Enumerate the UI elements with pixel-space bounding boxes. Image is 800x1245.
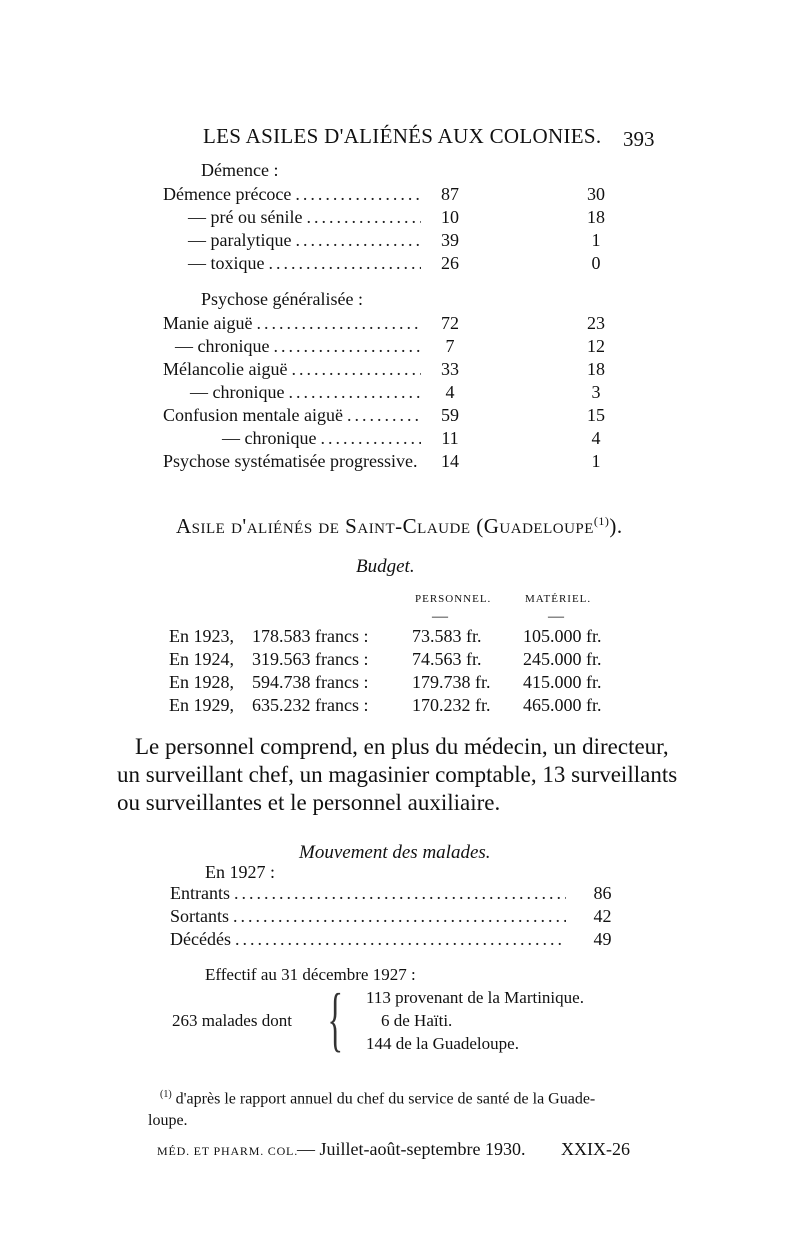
budget-col-materiel: MATÉRIEL. bbox=[525, 593, 592, 605]
stat-row-value-b: 15 bbox=[587, 405, 605, 425]
demence-heading: Démence : bbox=[201, 160, 279, 180]
origin-line: 144 de la Guadeloupe. bbox=[366, 1034, 519, 1053]
budget-total: 594.738 francs : bbox=[252, 672, 369, 692]
mouvement-row-value: 42 bbox=[593, 906, 612, 926]
stat-row-value-a: 11 bbox=[441, 428, 459, 448]
stat-row-text: — chronique bbox=[175, 336, 270, 356]
mouvement-row-text: Entrants bbox=[170, 883, 230, 903]
budget-dash-personnel: — bbox=[432, 608, 448, 625]
stat-row-value-a: 4 bbox=[445, 382, 455, 402]
stat-row-value-a: 10 bbox=[441, 207, 459, 227]
asile-title-end: ). bbox=[609, 514, 623, 538]
stat-row-text: — chronique bbox=[222, 428, 317, 448]
mouvement-row-label bbox=[170, 929, 570, 950]
stat-row-value-a: 26 bbox=[441, 253, 459, 273]
footer-issue: — Juillet-août-septembre 1930. bbox=[297, 1139, 526, 1159]
stat-row-value-a: 33 bbox=[441, 359, 459, 379]
mouvement-row-text: Décédés bbox=[170, 929, 231, 949]
footer-journal: MÉD. ET PHARM. COL. bbox=[157, 1144, 298, 1158]
budget-year: En 1928, bbox=[169, 672, 234, 692]
stat-row-value-b: 4 bbox=[591, 428, 601, 448]
budget-year: En 1923, bbox=[169, 626, 234, 646]
paragraph-line: Le personnel comprend, en plus du médecin, un directeur, bbox=[135, 734, 669, 759]
stat-row-label bbox=[163, 184, 425, 205]
mouvement-row-label bbox=[170, 883, 570, 904]
mouvement-row-label bbox=[170, 906, 570, 927]
stat-row-text: — toxique bbox=[188, 253, 265, 273]
stat-row-label bbox=[175, 336, 425, 357]
mouvement-row-value: 86 bbox=[593, 883, 612, 903]
stat-row-value-a: 72 bbox=[441, 313, 459, 333]
origin-line: 6 de Haïti. bbox=[381, 1011, 453, 1030]
stat-row-value-b: 30 bbox=[587, 184, 605, 204]
leader-dots bbox=[273, 336, 421, 357]
budget-materiel: 245.000 fr. bbox=[523, 649, 602, 669]
stat-row-label bbox=[190, 382, 425, 403]
mouvement-row-value: 49 bbox=[593, 929, 612, 949]
stat-row-value-a: 87 bbox=[441, 184, 459, 204]
budget-heading: Budget. bbox=[356, 556, 415, 577]
origin-line: 113 provenant de la Martinique. bbox=[366, 988, 584, 1007]
stat-row-text: Démence précoce bbox=[163, 184, 292, 204]
budget-total: 319.563 francs : bbox=[252, 649, 369, 669]
stat-row-value-a: 7 bbox=[445, 336, 455, 356]
mouvement-row-text: Sortants bbox=[170, 906, 230, 926]
effectif-label: Effectif au 31 décembre 1927 : bbox=[205, 965, 416, 984]
budget-personnel: 179.738 fr. bbox=[412, 672, 491, 692]
leader-dots bbox=[295, 230, 421, 251]
paragraph-line: un surveillant chef, un magasinier comptable, 13 surveillants bbox=[117, 762, 678, 787]
stat-row-value-b: 3 bbox=[591, 382, 601, 402]
leader-dots bbox=[347, 405, 421, 426]
asile-title-text: Asile d'aliénés de Saint-Claude (Guadeloupe bbox=[176, 514, 594, 538]
stat-row-label bbox=[188, 207, 425, 228]
budget-materiel: 105.000 fr. bbox=[523, 626, 602, 646]
stat-row-value-b: 18 bbox=[587, 359, 605, 379]
footnote-mark: (1) bbox=[160, 1089, 172, 1100]
stat-row-value-a: 59 bbox=[441, 405, 459, 425]
budget-materiel: 415.000 fr. bbox=[523, 672, 602, 692]
budget-personnel: 170.232 fr. bbox=[412, 695, 491, 715]
leader-dots bbox=[233, 906, 566, 927]
footnote-line2: loupe. bbox=[148, 1112, 188, 1129]
stat-row-label bbox=[222, 428, 425, 449]
mouvement-heading: Mouvement des malades. bbox=[299, 842, 491, 863]
stat-row-text: — chronique bbox=[190, 382, 285, 402]
stat-row-text: Mélancolie aiguë bbox=[163, 359, 288, 379]
stat-row-label bbox=[163, 405, 425, 426]
budget-total: 635.232 francs : bbox=[252, 695, 369, 715]
stat-row-text: — paralytique bbox=[188, 230, 292, 250]
asile-title-note-mark: (1) bbox=[593, 514, 610, 528]
brace-icon: { bbox=[327, 979, 344, 1059]
stat-row-text: Confusion mentale aiguë bbox=[163, 405, 343, 425]
stat-row-value-b: 12 bbox=[587, 336, 605, 356]
leader-dots bbox=[256, 313, 421, 334]
leader-dots bbox=[269, 253, 422, 274]
budget-personnel: 73.583 fr. bbox=[412, 626, 482, 646]
budget-personnel: 74.563 fr. bbox=[412, 649, 482, 669]
mouvement-year: En 1927 : bbox=[205, 862, 275, 882]
malades-dont: 263 malades dont bbox=[172, 1011, 292, 1030]
page-number: 393 bbox=[623, 127, 655, 151]
psychose-generalisee-heading: Psychose généralisée : bbox=[201, 289, 363, 309]
psychose-systematisee-a: 14 bbox=[441, 451, 459, 471]
budget-col-personnel: PERSONNEL. bbox=[415, 593, 492, 605]
leader-dots bbox=[306, 207, 421, 228]
stat-row-text: — pré ou sénile bbox=[188, 207, 303, 227]
psychose-systematisee-b: 1 bbox=[591, 451, 601, 471]
asile-title bbox=[176, 514, 623, 539]
budget-year: En 1929, bbox=[169, 695, 234, 715]
leader-dots bbox=[291, 359, 421, 380]
stat-row-label bbox=[188, 253, 425, 274]
running-title: LES ASILES D'ALIÉNÉS AUX COLONIES. bbox=[203, 124, 602, 148]
psychose-systematisee-label: Psychose systématisée progressive. bbox=[163, 451, 418, 471]
budget-year: En 1924, bbox=[169, 649, 234, 669]
stat-row-text: Manie aiguë bbox=[163, 313, 253, 333]
stat-row-value-b: 23 bbox=[587, 313, 605, 333]
leader-dots bbox=[288, 382, 421, 403]
leader-dots bbox=[320, 428, 421, 449]
leader-dots bbox=[235, 929, 566, 950]
stat-row-label bbox=[163, 359, 425, 380]
budget-total: 178.583 francs : bbox=[252, 626, 369, 646]
stat-row-value-a: 39 bbox=[441, 230, 459, 250]
stat-row-value-b: 18 bbox=[587, 207, 605, 227]
budget-dash-materiel: — bbox=[548, 608, 564, 625]
budget-materiel: 465.000 fr. bbox=[523, 695, 602, 715]
stat-row-value-b: 0 bbox=[591, 253, 601, 273]
footnote-line1 bbox=[160, 1089, 595, 1108]
stat-row-label bbox=[188, 230, 425, 251]
leader-dots bbox=[234, 883, 566, 904]
footer-signature: XXIX-26 bbox=[561, 1139, 630, 1159]
leader-dots bbox=[295, 184, 421, 205]
stat-row-label bbox=[163, 313, 425, 334]
stat-row-value-b: 1 bbox=[591, 230, 601, 250]
paragraph-line: ou surveillantes et le personnel auxiliaire. bbox=[117, 790, 501, 815]
footnote-text: d'après le rapport annuel du chef du service de santé de la Guade- bbox=[175, 1090, 596, 1108]
